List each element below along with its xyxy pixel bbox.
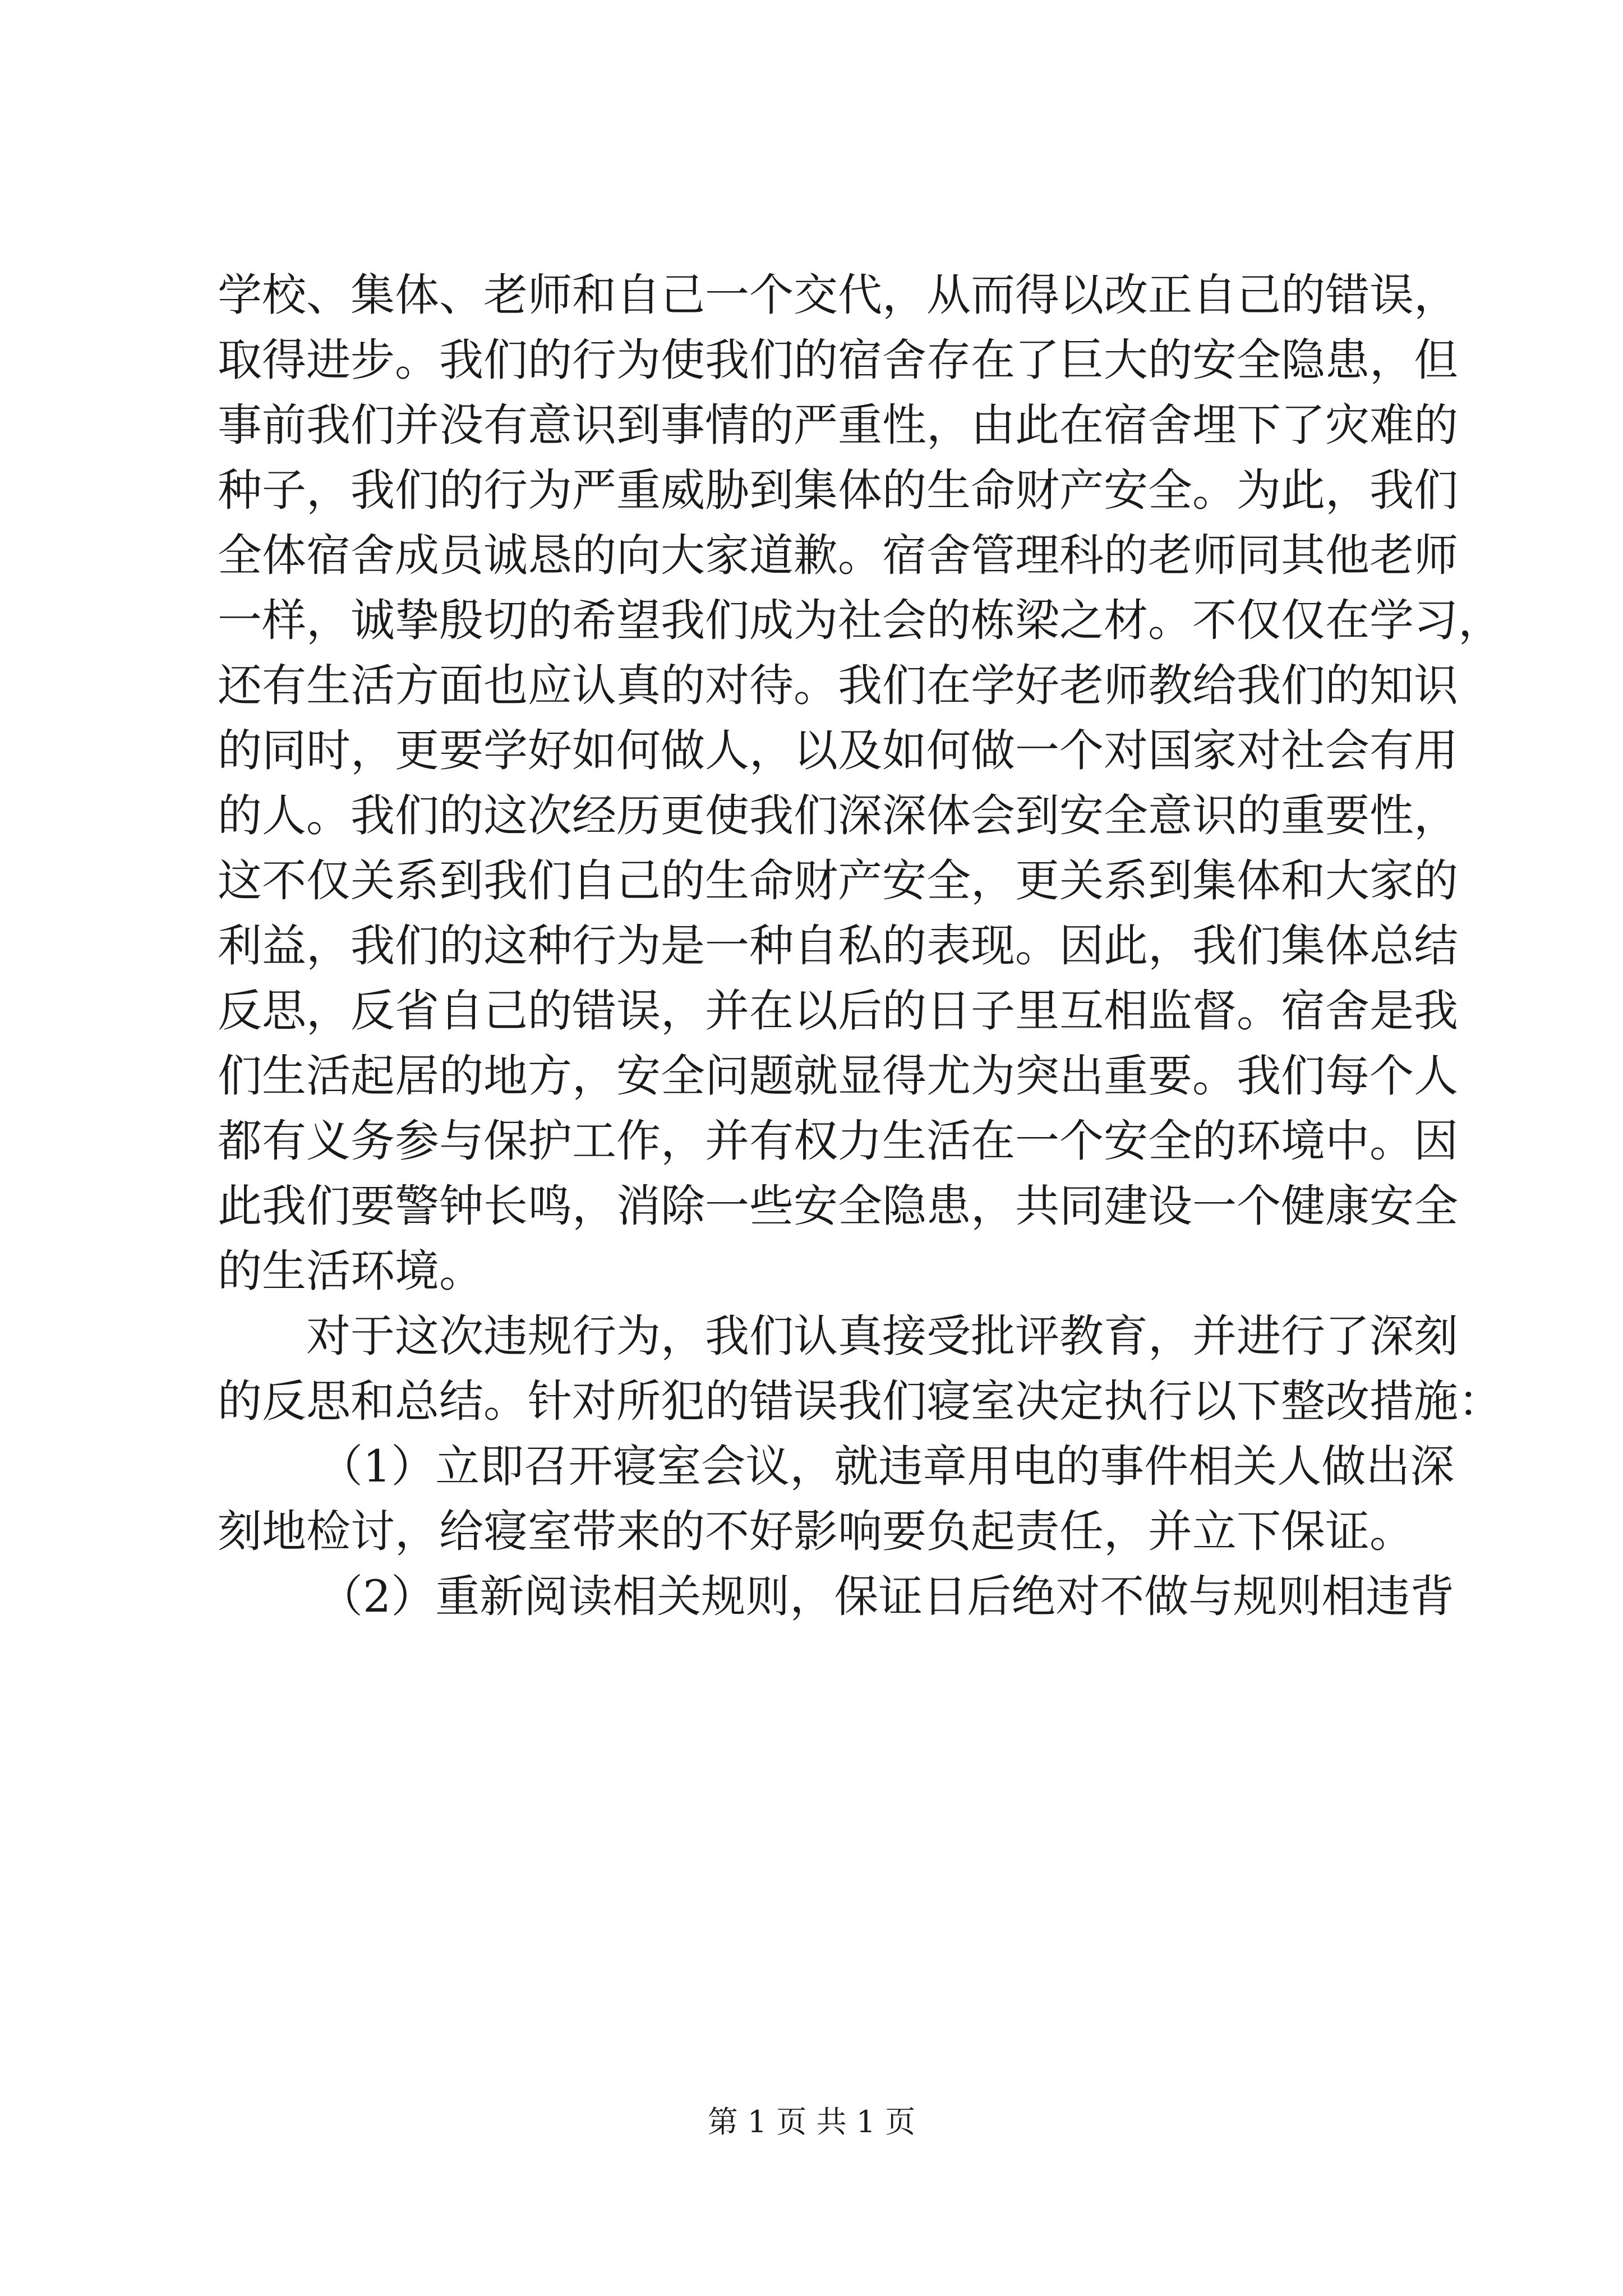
body-line: 事前我们并没有意识到事情的严重性，由此在宿舍埋下了灾难的 <box>218 399 1458 451</box>
body-line: 学校、集体、老师和自己一个交代，从而得以改正自己的错误， <box>218 269 1458 321</box>
body-line: 的同时，更要学好如何做人，以及如何做一个对国家对社会有用 <box>218 725 1458 776</box>
body-line: 种子，我们的行为严重威胁到集体的生命财产安全。为此，我们 <box>218 464 1458 516</box>
body-line: 都有义务参与保护工作，并有权力生活在一个安全的环境中。因 <box>218 1115 1458 1167</box>
body-line: 的生活环境。 <box>218 1245 483 1297</box>
list-item-1: （1）立即召开寝室会议，就违章用电的事件相关人做出深 <box>319 1441 1455 1492</box>
body-line: 取得进步。我们的行为使我们的宿舍存在了巨大的安全隐患，但 <box>218 334 1458 386</box>
body-line: 利益，我们的这种行为是一种自私的表现。因此，我们集体总结 <box>218 920 1458 972</box>
body-line: 一样，诚挚殷切的希望我们成为社会的栋梁之材。不仅仅在学习， <box>218 595 1502 646</box>
body-line: 还有生活方面也应认真的对待。我们在学好老师教给我们的知识 <box>218 660 1458 711</box>
body-line: 的反思和总结。针对所犯的错误我们寝室决定执行以下整改措施： <box>218 1375 1502 1427</box>
body-line: 反思，反省自己的错误，并在以后的日子里互相监督。宿舍是我 <box>218 985 1458 1037</box>
body-line: 此我们要警钟长鸣，消除一些安全隐患，共同建设一个健康安全 <box>218 1180 1458 1232</box>
list-item-2: （2）重新阅读相关规则，保证日后绝对不做与规则相违背 <box>319 1571 1455 1622</box>
body-line: 全体宿舍成员诚恳的向大家道歉。宿舍管理科的老师同其他老师 <box>218 530 1458 581</box>
page-number-footer: 第 1 页 共 1 页 <box>707 2104 916 2139</box>
body-line: 们生活起居的地方，安全问题就显得尤为突出重要。我们每个人 <box>218 1050 1458 1102</box>
paragraph-first-line: 对于这次违规行为，我们认真接受批评教育，并进行了深刻 <box>306 1310 1458 1362</box>
body-line: 刻地检讨，给寝室带来的不好影响要负起责任，并立下保证。 <box>218 1506 1414 1557</box>
body-line: 的人。我们的这次经历更使我们深深体会到安全意识的重要性， <box>218 790 1458 841</box>
body-line: 这不仅关系到我们自己的生命财产安全，更关系到集体和大家的 <box>218 855 1458 907</box>
document-body <box>218 263 1502 1629</box>
